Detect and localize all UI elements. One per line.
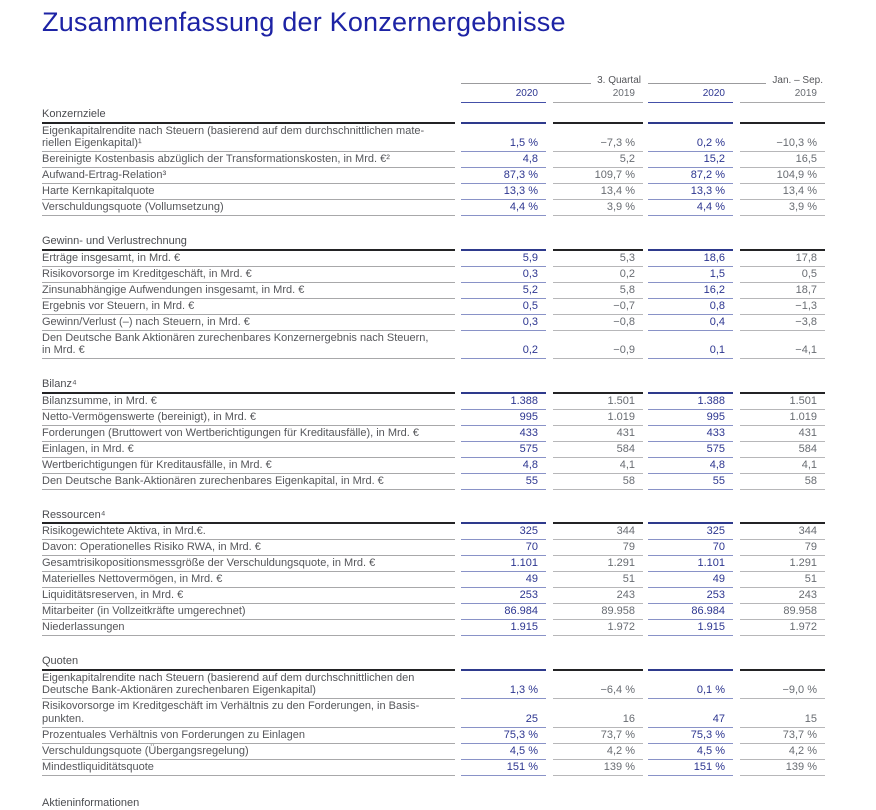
section-rule [461,518,546,524]
cell-ytd-2019: 13,4 % [740,185,825,200]
section-rule [461,245,546,251]
table-row [42,744,825,760]
cell-ytd-2019: −10,3 % [740,137,825,152]
section-rule [740,518,825,524]
row-label: Zinsunabhängige Aufwendungen insgesamt, in Mrd. € [42,283,455,299]
row-label: Verschuldungsquote (Übergangsregelung) [42,744,455,760]
section-rule [553,388,643,394]
cell-ytd-2019: 79 [740,541,825,556]
cell-q3-2020: 5,9 [461,252,546,267]
section-header-row [42,234,825,251]
row-label: Niederlassungen [42,620,455,636]
cell-q3-2020: 13,3 % [461,185,546,200]
cell-ytd-2020: 0,1 [648,344,733,359]
table-row [42,251,825,267]
table-row [42,604,825,620]
section-header-row [42,377,825,394]
cell-q3-2019: 344 [553,525,643,540]
row-label: Aufwand-Ertrag-Relation³ [42,168,455,184]
cell-q3-2019: −0,7 [553,300,643,315]
cell-q3-2019: 5,8 [553,284,643,299]
table-row [42,524,825,540]
cell-q3-2019: 431 [553,427,643,442]
row-label: Davon: Operationelles Risiko RWA, in Mrd. € [42,540,455,556]
table-row [42,699,825,728]
table-row [42,572,825,588]
cell-q3-2019: 58 [553,475,643,490]
cell-q3-2020: 0,5 [461,300,546,315]
row-label: Harte Kernkapitalquote [42,184,455,200]
cell-ytd-2020: 87,2 % [648,169,733,184]
section-rule [740,388,825,394]
cell-ytd-2019: 1.972 [740,621,825,636]
cell-q3-2020: 0,3 [461,316,546,331]
cell-q3-2020: 70 [461,541,546,556]
row-label-line: punkten. [42,712,85,725]
year-header-row [42,88,825,103]
col-group-quarter [461,74,643,88]
group-rule [461,74,591,84]
section-title: Konzernziele [42,107,455,124]
cell-ytd-2019: −4,1 [740,344,825,359]
section-rule [740,245,825,251]
table-row [42,394,825,410]
cell-q3-2020: 87,3 % [461,169,546,184]
section-konzernziele [42,107,825,216]
cell-q3-2020: 325 [461,525,546,540]
col-group-quarter-label: 3. Quartal [597,75,641,86]
section-rule [553,665,643,671]
section-bilanz [42,377,825,490]
table-row [42,620,825,636]
table-row [42,540,825,556]
cell-q3-2020: 1.915 [461,621,546,636]
table-row [42,442,825,458]
cell-q3-2020: 4,4 % [461,201,546,216]
cell-ytd-2019: 15 [740,713,825,728]
section-rule [648,518,733,524]
cell-ytd-2019: 431 [740,427,825,442]
section-title: Gewinn- und Verlustrechnung [42,234,455,251]
cell-ytd-2020: 16,2 [648,284,733,299]
cell-q3-2019: 1.501 [553,395,643,410]
cell-q3-2019: −0,8 [553,316,643,331]
cell-ytd-2019: 17,8 [740,252,825,267]
row-label: Liquiditätsreserven, in Mrd. € [42,588,455,604]
page-title: Zusammenfassung der Konzernergebnisse [42,7,566,37]
cell-ytd-2020: 55 [648,475,733,490]
row-label: Mitarbeiter (in Vollzeitkräfte umgerechnet) [42,604,455,620]
cell-ytd-2020: 1.101 [648,557,733,572]
cell-ytd-2020: 253 [648,589,733,604]
row-label: Mindestliquiditätsquote [42,760,455,776]
cell-q3-2019: 13,4 % [553,185,643,200]
section-aktieninformationen-title: Aktieninformationen [42,796,140,809]
section-rule [740,665,825,671]
cell-q3-2019: 139 % [553,761,643,776]
cell-ytd-2019: −3,8 [740,316,825,331]
cell-q3-2019: −7,3 % [553,137,643,152]
cell-q3-2019: 109,7 % [553,169,643,184]
cell-q3-2019: 0,2 [553,268,643,283]
cell-q3-2020: 995 [461,411,546,426]
section-rule [648,118,733,124]
cell-ytd-2020: 0,2 % [648,137,733,152]
cell-q3-2019: 4,2 % [553,745,643,760]
cell-ytd-2020: 151 % [648,761,733,776]
cell-q3-2020: 0,2 [461,344,546,359]
section-rule [461,118,546,124]
cell-ytd-2020: 4,4 % [648,201,733,216]
cell-q3-2020: 1,3 % [461,684,546,699]
row-label: Forderungen (Bruttowert von Wertberichtigungen für Kreditausfälle), in Mrd. € [42,426,455,442]
table-row [42,184,825,200]
section-rule [553,118,643,124]
table-row [42,458,825,474]
cell-ytd-2020: 325 [648,525,733,540]
cell-ytd-2019: 3,9 % [740,201,825,216]
group-rule [648,74,766,84]
cell-ytd-2020: 13,3 % [648,185,733,200]
table-row [42,315,825,331]
cell-ytd-2020: 49 [648,573,733,588]
cell-ytd-2020: 15,2 [648,153,733,168]
row-label-line: riellen Eigenkapital)¹ [42,137,142,149]
table-row [42,331,825,360]
section-gewinn-und-verlustrechnung [42,234,825,359]
table-row [42,588,825,604]
section-quoten [42,654,825,776]
cell-q3-2019: 243 [553,589,643,604]
section-rule [648,665,733,671]
cell-q3-2020: 4,8 [461,459,546,474]
row-label-line: Deutsche Bank-Aktionären zurechenbaren Eigenkapital) [42,684,316,696]
table-row [42,474,825,490]
section-header-row [42,508,825,525]
row-label: Einlagen, in Mrd. € [42,442,455,458]
cell-ytd-2019: 584 [740,443,825,458]
row-label [42,671,455,700]
row-label: Wertberichtigungen für Kreditausfälle, in Mrd. € [42,458,455,474]
table-row [42,124,825,153]
cell-ytd-2019: −1,3 [740,300,825,315]
table-row [42,267,825,283]
cell-ytd-2020: 1,5 [648,268,733,283]
row-label: Verschuldungsquote (Vollumsetzung) [42,200,455,216]
cell-ytd-2020: 1.388 [648,395,733,410]
cell-q3-2020: 4,8 [461,153,546,168]
cell-q3-2020: 1.388 [461,395,546,410]
table-row [42,760,825,776]
section-rule [461,388,546,394]
cell-ytd-2019: 4,1 [740,459,825,474]
row-label: Erträge insgesamt, in Mrd. € [42,251,455,267]
cell-ytd-2020: 0,8 [648,300,733,315]
row-label-line: Eigenkapitalrendite nach Steuern (basierend auf dem durchschnittlichen den [42,671,415,684]
row-label: Netto-Vermögenswerte (bereinigt), in Mrd. € [42,410,455,426]
table-row [42,556,825,572]
cell-q3-2020: 4,5 % [461,745,546,760]
cell-q3-2019: 1.972 [553,621,643,636]
cell-q3-2020: 151 % [461,761,546,776]
cell-ytd-2020: 70 [648,541,733,556]
column-group-header-row [42,74,825,88]
row-label: Prozentuales Verhältnis von Forderungen zu Einlagen [42,728,455,744]
cell-ytd-2020: 0,4 [648,316,733,331]
cell-q3-2020: 86.984 [461,605,546,620]
cell-q3-2020: 1.101 [461,557,546,572]
cell-q3-2019: 79 [553,541,643,556]
cell-q3-2019: 1.019 [553,411,643,426]
row-label [42,699,455,728]
row-label: Risikogewichtete Aktiva, in Mrd.€. [42,524,455,540]
cell-ytd-2019: 1.501 [740,395,825,410]
table-row [42,152,825,168]
row-label [42,331,455,360]
cell-ytd-2019: 0,5 [740,268,825,283]
cell-ytd-2019: −9,0 % [740,684,825,699]
cell-ytd-2019: 344 [740,525,825,540]
row-label: Bilanzsumme, in Mrd. € [42,394,455,410]
section-title: Bilanz⁴ [42,377,455,394]
cell-ytd-2020: 4,8 [648,459,733,474]
empty-label-cell [42,101,455,104]
cell-ytd-2020: 75,3 % [648,729,733,744]
section-header-row [42,107,825,124]
cell-ytd-2019: 1.019 [740,411,825,426]
section-title: Ressourcen⁴ [42,508,455,525]
cell-ytd-2020: 86.984 [648,605,733,620]
col-group-ytd [648,74,825,88]
cell-ytd-2019: 18,7 [740,284,825,299]
year-header-ytd-2019: 2019 [740,88,825,103]
table-row [42,671,825,700]
cell-ytd-2020: 0,1 % [648,684,733,699]
row-label-line: Eigenkapitalrendite nach Steuern (basierend auf dem durchschnittlichen mate- [42,124,425,137]
section-rule [740,118,825,124]
cell-q3-2020: 75,3 % [461,729,546,744]
table-row [42,200,825,216]
section-rule [648,388,733,394]
row-label: Risikovorsorge im Kreditgeschäft, in Mrd. € [42,267,455,283]
cell-q3-2020: 0,3 [461,268,546,283]
cell-ytd-2020: 18,6 [648,252,733,267]
cell-q3-2019: 1.291 [553,557,643,572]
cell-q3-2020: 49 [461,573,546,588]
table-row [42,168,825,184]
cell-q3-2019: 51 [553,573,643,588]
row-label: Materielles Nettovermögen, in Mrd. € [42,572,455,588]
row-label-line: Risikovorsorge im Kreditgeschäft im Verhältnis zu den Forderungen, in Basis- [42,700,420,712]
cell-q3-2019: −0,9 [553,344,643,359]
cell-ytd-2019: 58 [740,475,825,490]
cell-ytd-2020: 47 [648,713,733,728]
cell-ytd-2019: 89.958 [740,605,825,620]
empty-label-cell [42,86,455,89]
year-header-ytd-2020: 2020 [648,88,733,103]
cell-q3-2019: 4,1 [553,459,643,474]
cell-q3-2020: 25 [461,713,546,728]
year-header-q3-2019: 2019 [553,88,643,103]
cell-q3-2019: 16 [553,713,643,728]
cell-ytd-2019: 4,2 % [740,745,825,760]
cell-ytd-2020: 1.915 [648,621,733,636]
cell-ytd-2019: 243 [740,589,825,604]
col-group-ytd-label: Jan. – Sep. [772,75,823,86]
row-label-line: in Mrd. € [42,344,85,356]
row-label-line: Den Deutsche Bank Aktionären zurechenbares Konzernergebnis nach Steuern, [42,331,429,344]
cell-ytd-2020: 995 [648,411,733,426]
cell-ytd-2019: 104,9 % [740,169,825,184]
table-row [42,410,825,426]
cell-ytd-2020: 4,5 % [648,745,733,760]
cell-q3-2020: 1,5 % [461,137,546,152]
cell-q3-2019: 89.958 [553,605,643,620]
cell-q3-2019: 5,2 [553,153,643,168]
cell-ytd-2019: 1.291 [740,557,825,572]
cell-q3-2019: 584 [553,443,643,458]
cell-ytd-2019: 16,5 [740,153,825,168]
row-label: Gewinn/Verlust (–) nach Steuern, in Mrd. € [42,315,455,331]
cell-q3-2020: 253 [461,589,546,604]
section-ressourcen [42,508,825,637]
cell-q3-2019: 5,3 [553,252,643,267]
cell-ytd-2019: 139 % [740,761,825,776]
cell-q3-2020: 575 [461,443,546,458]
cell-ytd-2020: 575 [648,443,733,458]
cell-q3-2020: 55 [461,475,546,490]
section-rule [648,245,733,251]
cell-q3-2020: 5,2 [461,284,546,299]
table-row [42,283,825,299]
row-label: Gesamtrisikopositionsmessgröße der Verschuldungsquote, in Mrd. € [42,556,455,572]
section-header-row [42,654,825,671]
table-row [42,299,825,315]
year-header-q3-2020: 2020 [461,88,546,103]
cell-q3-2020: 433 [461,427,546,442]
cell-q3-2019: 3,9 % [553,201,643,216]
cell-ytd-2019: 51 [740,573,825,588]
section-rule [553,245,643,251]
section-title: Quoten [42,654,455,671]
cell-q3-2019: 73,7 % [553,729,643,744]
row-label [42,124,455,153]
row-label: Bereinigte Kostenbasis abzüglich der Transformationskosten, in Mrd. €² [42,152,455,168]
cell-ytd-2019: 73,7 % [740,729,825,744]
row-label: Ergebnis vor Steuern, in Mrd. € [42,299,455,315]
row-label: Den Deutsche Bank-Aktionären zurechenbares Eigenkapital, in Mrd. € [42,474,455,490]
cell-q3-2019: −6,4 % [553,684,643,699]
table-row [42,728,825,744]
section-rule [553,518,643,524]
section-rule [461,665,546,671]
cell-ytd-2020: 433 [648,427,733,442]
table-row [42,426,825,442]
